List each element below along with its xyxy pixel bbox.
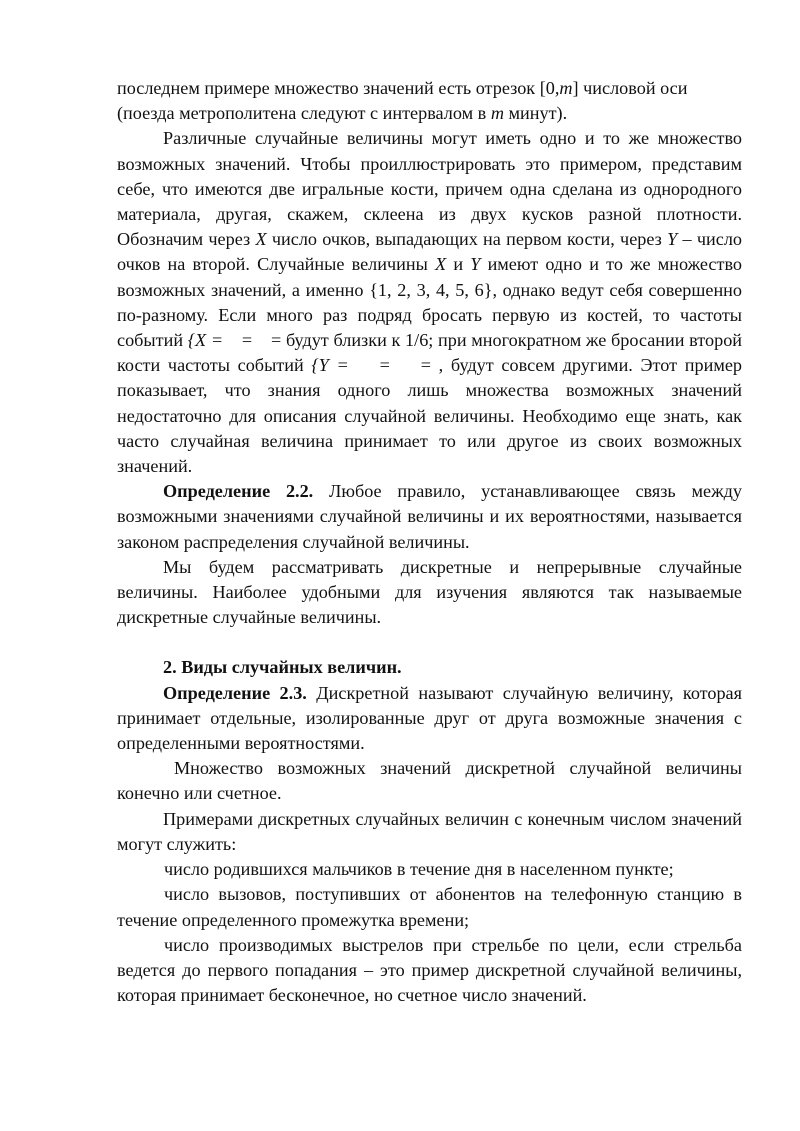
paragraph-discrete-set: Множество возможных значений дискретной случайной величины конечно или счетное. [117,758,742,804]
definition-label: Определение 2.2. [163,481,314,502]
spacer [117,630,742,655]
paragraph-discrete-intro: Мы будем рассматривать дискретные и непрерывные случайные величины. Наиболее удобными для изучения являются так называемые дискретные случайные величины. [117,556,742,628]
list-item: число производимых выстрелов при стрельбе по цели, если стрельба ведется до первого попадания – это пример дискретной случайной величины, которая принимает бесконечное, но счетное число значений. [117,934,742,1006]
text: имеют одно и то же множество возможных значений, а именно {1, 2, 3, 4, 5, 6}, однако ведут себя совершенно по-разному. Если много раз подряд бросать первую из костей, то частоты событий [117,254,743,351]
section-heading: 2. Виды случайных величин. [163,657,402,678]
variable-X: X [255,229,267,250]
formula-equals: = [371,355,398,376]
variable-Y: Y [470,254,481,275]
list-item: число вызовов, поступивших от абонентов на телефонную станцию в течение определенного промежутка времени; [117,884,742,930]
text: числовой оси [578,78,688,98]
definition-2-3 [117,681,742,757]
text: число очков, выпадающих на первом кости, через [266,229,668,250]
formula-equals: = [266,330,286,351]
text: , будут совсем другими. Этот пример показывает, что знания одного лишь множества возможных значений недостаточно для описания случайной величины. Необходимо еще знать, как часто случайная величина принимает то или другое из своих возможных значений. [117,355,743,477]
text: – число очков на второй. Случайные величины [117,229,742,275]
interval-open: [0, [539,78,560,98]
text: и [446,254,471,275]
text: будут близки к [285,330,406,351]
list-item: число родившихся мальчиков в течение дня в населенном пункте; [164,859,674,880]
fraction-one-sixth: 1/6 [405,330,429,351]
paragraph-interval [117,76,742,126]
document-page [117,76,742,1008]
text: (поезда метрополитена следуют с интервалом в [117,103,491,124]
text: Различные случайные величины могут иметь одно и то же множество возможных значений. Чтобы проиллюстрировать это примером, представим себе, что имеются две игральные кости, причем одна сделана из однородного материала, другая, скажем, склеена из двух кусков разной плотности. Обозначим через [117,128,742,250]
variable-X: X [435,254,447,275]
variable-m: m [559,78,573,98]
definition-label: Определение 2.3. [163,682,307,703]
definition-text: Любое правило, устанавливающее связь между возможными значениями случайной величины и их вероятностями, называется законом распределения случайной величины. [117,481,742,552]
event-Y-formula: {Y = [311,355,357,376]
definition-text: Дискретной называют случайную величину, которая принимает отдельные, изолированные друг от друга возможные значения с определенными вероятностями. [117,682,743,754]
variable-m: m [490,103,504,124]
interval-close: ] [572,78,579,98]
formula-equals: = [413,355,439,376]
formula-equals: = [237,330,257,351]
paragraph-dice-example [117,126,742,479]
definition-2-2 [117,479,742,555]
variable-Y: Y [667,229,678,250]
text: последнем примере множество значений есть отрезок [117,78,540,98]
paragraph-examples-intro: Примерами дискретных случайных величин с конечным числом значений могут служить: [117,808,742,854]
text: минут). [503,103,568,124]
event-X-formula: {X = [187,330,228,351]
text: ; при многократном же бросании второй кости частоты событий [117,330,743,376]
